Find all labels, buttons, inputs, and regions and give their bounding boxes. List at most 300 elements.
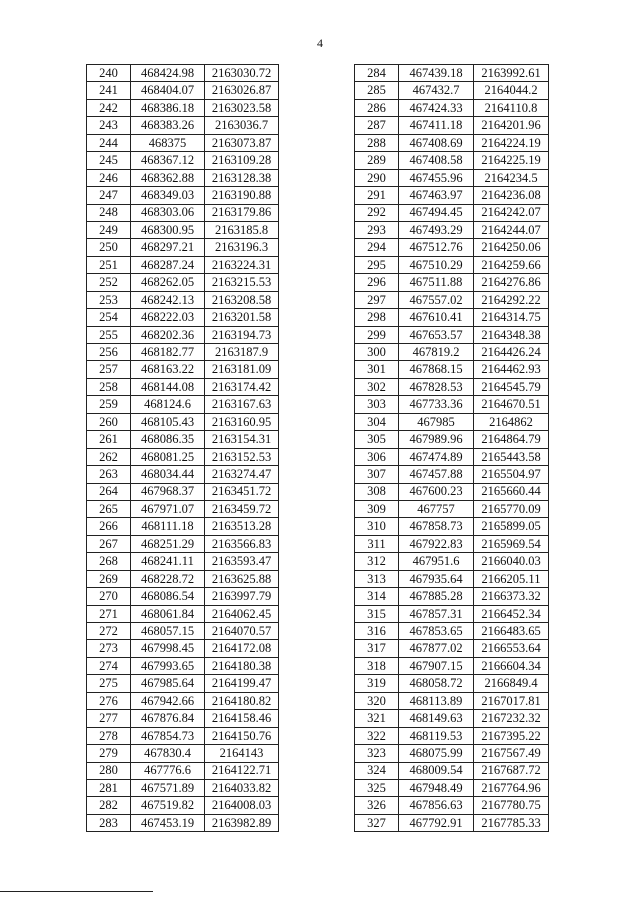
x-coordinate-cell: 467453.19 [131,814,205,831]
coordinates-table-right [354,64,549,832]
table-row [87,745,279,762]
x-coordinate-cell: 467968.37 [131,483,205,500]
table-row [87,466,279,483]
table-row [87,134,279,151]
point-number-cell: 308 [355,483,399,500]
x-coordinate-cell: 468086.35 [131,431,205,448]
y-coordinate-cell: 2164276.86 [474,274,549,291]
table-row [355,779,549,796]
table-row [355,187,549,204]
x-coordinate-cell: 468424.98 [131,65,205,82]
table-row [355,727,549,744]
point-number-cell: 245 [87,152,131,169]
table-row [355,309,549,326]
x-coordinate-cell: 467951.6 [399,553,474,570]
x-coordinate-cell: 468404.07 [131,82,205,99]
y-coordinate-cell: 2167687.72 [474,762,549,779]
y-coordinate-cell: 2163201.58 [205,309,279,326]
x-coordinate-cell: 467411.18 [399,117,474,134]
table-row [87,483,279,500]
table-row [87,640,279,657]
table-row [355,204,549,221]
table-row [355,710,549,727]
table-row [87,727,279,744]
y-coordinate-cell: 2163513.28 [205,518,279,535]
table-row [355,99,549,116]
y-coordinate-cell: 2164426.24 [474,344,549,361]
table-row [355,152,549,169]
point-number-cell: 263 [87,466,131,483]
table-row [355,448,549,465]
point-number-cell: 299 [355,326,399,343]
point-number-cell: 286 [355,99,399,116]
y-coordinate-cell: 2164236.08 [474,187,549,204]
point-number-cell: 314 [355,588,399,605]
point-number-cell: 318 [355,657,399,674]
x-coordinate-cell: 467610.41 [399,309,474,326]
table-row [355,623,549,640]
table-row [87,274,279,291]
y-coordinate-cell: 2163073.87 [205,134,279,151]
x-coordinate-cell: 468241.11 [131,553,205,570]
x-coordinate-cell: 468349.03 [131,187,205,204]
table-row [87,239,279,256]
point-number-cell: 297 [355,291,399,308]
y-coordinate-cell: 2164314.75 [474,309,549,326]
table-row [355,169,549,186]
table-row [355,413,549,430]
point-number-cell: 324 [355,762,399,779]
point-number-cell: 247 [87,187,131,204]
x-coordinate-cell: 467439.18 [399,65,474,82]
y-coordinate-cell: 2163152.53 [205,448,279,465]
point-number-cell: 282 [87,797,131,814]
x-coordinate-cell: 467571.89 [131,779,205,796]
point-number-cell: 280 [87,762,131,779]
y-coordinate-cell: 2163997.79 [205,588,279,605]
x-coordinate-cell: 468113.89 [399,692,474,709]
y-coordinate-cell: 2164008.03 [205,797,279,814]
point-number-cell: 294 [355,239,399,256]
y-coordinate-cell: 2166483.65 [474,623,549,640]
table-row [87,204,279,221]
table-row [87,623,279,640]
y-coordinate-cell: 2166205.11 [474,570,549,587]
point-number-cell: 264 [87,483,131,500]
point-number-cell: 316 [355,623,399,640]
point-number-cell: 287 [355,117,399,134]
point-number-cell: 296 [355,274,399,291]
table-row [355,483,549,500]
y-coordinate-cell: 2164462.93 [474,361,549,378]
x-coordinate-cell: 467985.64 [131,675,205,692]
y-coordinate-cell: 2167395.22 [474,727,549,744]
table-row [355,570,549,587]
point-number-cell: 244 [87,134,131,151]
table-row [87,396,279,413]
table-row [355,535,549,552]
table-row [87,779,279,796]
x-coordinate-cell: 467776.6 [131,762,205,779]
point-number-cell: 249 [87,221,131,238]
point-number-cell: 327 [355,814,399,831]
point-number-cell: 276 [87,692,131,709]
y-coordinate-cell: 2164062.45 [205,605,279,622]
point-number-cell: 260 [87,413,131,430]
y-coordinate-cell: 2163625.88 [205,570,279,587]
x-coordinate-cell: 467857.31 [399,605,474,622]
table-row [355,745,549,762]
x-coordinate-cell: 468375 [131,134,205,151]
x-coordinate-cell: 468081.25 [131,448,205,465]
y-coordinate-cell: 2164242.07 [474,204,549,221]
x-coordinate-cell: 468251.29 [131,535,205,552]
point-number-cell: 309 [355,500,399,517]
y-coordinate-cell: 2164348.38 [474,326,549,343]
y-coordinate-cell: 2164292.22 [474,291,549,308]
point-number-cell: 319 [355,675,399,692]
table-row [355,466,549,483]
point-number-cell: 251 [87,256,131,273]
table-row [355,65,549,82]
x-coordinate-cell: 467474.89 [399,448,474,465]
point-number-cell: 292 [355,204,399,221]
y-coordinate-cell: 2164180.38 [205,657,279,674]
point-number-cell: 325 [355,779,399,796]
x-coordinate-cell: 468163.22 [131,361,205,378]
y-coordinate-cell: 2164070.57 [205,623,279,640]
point-number-cell: 326 [355,797,399,814]
point-number-cell: 311 [355,535,399,552]
table-row [355,500,549,517]
point-number-cell: 259 [87,396,131,413]
point-number-cell: 240 [87,65,131,82]
y-coordinate-cell: 2163160.95 [205,413,279,430]
point-number-cell: 304 [355,413,399,430]
x-coordinate-cell: 467408.58 [399,152,474,169]
x-coordinate-cell: 468287.24 [131,256,205,273]
point-number-cell: 275 [87,675,131,692]
y-coordinate-cell: 2164110.8 [474,99,549,116]
x-coordinate-cell: 468009.54 [399,762,474,779]
y-coordinate-cell: 2164234.5 [474,169,549,186]
table-row [87,169,279,186]
table-row [355,221,549,238]
x-coordinate-cell: 468144.08 [131,378,205,395]
point-number-cell: 252 [87,274,131,291]
point-number-cell: 306 [355,448,399,465]
coordinates-table-left [86,64,279,832]
point-number-cell: 258 [87,378,131,395]
x-coordinate-cell: 468362.88 [131,169,205,186]
table-row [87,762,279,779]
point-number-cell: 266 [87,518,131,535]
y-coordinate-cell: 2163174.42 [205,378,279,395]
y-coordinate-cell: 2167017.81 [474,692,549,709]
y-coordinate-cell: 2165770.09 [474,500,549,517]
point-number-cell: 243 [87,117,131,134]
x-coordinate-cell: 468105.43 [131,413,205,430]
table-row [87,187,279,204]
x-coordinate-cell: 468383.26 [131,117,205,134]
x-coordinate-cell: 468222.03 [131,309,205,326]
x-coordinate-cell: 468058.72 [399,675,474,692]
point-number-cell: 281 [87,779,131,796]
y-coordinate-cell: 2164150.76 [205,727,279,744]
point-number-cell: 246 [87,169,131,186]
y-coordinate-cell: 2164201.96 [474,117,549,134]
x-coordinate-cell: 468202.36 [131,326,205,343]
y-coordinate-cell: 2166604.34 [474,657,549,674]
x-coordinate-cell: 467733.36 [399,396,474,413]
x-coordinate-cell: 468075.99 [399,745,474,762]
point-number-cell: 270 [87,588,131,605]
point-number-cell: 302 [355,378,399,395]
x-coordinate-cell: 467922.83 [399,535,474,552]
point-number-cell: 253 [87,291,131,308]
y-coordinate-cell: 2164122.71 [205,762,279,779]
y-coordinate-cell: 2167785.33 [474,814,549,831]
x-coordinate-cell: 467989.96 [399,431,474,448]
y-coordinate-cell: 2163154.31 [205,431,279,448]
point-number-cell: 303 [355,396,399,413]
x-coordinate-cell: 467876.84 [131,710,205,727]
table-row [355,657,549,674]
table-row [87,326,279,343]
x-coordinate-cell: 468367.12 [131,152,205,169]
x-coordinate-cell: 467856.63 [399,797,474,814]
table-row [87,309,279,326]
y-coordinate-cell: 2164224.19 [474,134,549,151]
point-number-cell: 298 [355,309,399,326]
table-row [355,361,549,378]
point-number-cell: 261 [87,431,131,448]
y-coordinate-cell: 2163451.72 [205,483,279,500]
point-number-cell: 241 [87,82,131,99]
y-coordinate-cell: 2166849.4 [474,675,549,692]
y-coordinate-cell: 2163030.72 [205,65,279,82]
x-coordinate-cell: 467424.33 [399,99,474,116]
point-number-cell: 277 [87,710,131,727]
y-coordinate-cell: 2163459.72 [205,500,279,517]
table-row [87,605,279,622]
table-row [87,378,279,395]
x-coordinate-cell: 467971.07 [131,500,205,517]
point-number-cell: 301 [355,361,399,378]
table-row [355,82,549,99]
footnote-rule [0,891,153,892]
y-coordinate-cell: 2163187.9 [205,344,279,361]
y-coordinate-cell: 2163036.7 [205,117,279,134]
x-coordinate-cell: 467457.88 [399,466,474,483]
point-number-cell: 278 [87,727,131,744]
table-row [87,448,279,465]
table-row [87,152,279,169]
point-number-cell: 300 [355,344,399,361]
x-coordinate-cell: 467877.02 [399,640,474,657]
x-coordinate-cell: 467494.45 [399,204,474,221]
table-row [87,692,279,709]
x-coordinate-cell: 467512.76 [399,239,474,256]
point-number-cell: 305 [355,431,399,448]
y-coordinate-cell: 2165443.58 [474,448,549,465]
table-row [87,553,279,570]
y-coordinate-cell: 2163566.83 [205,535,279,552]
y-coordinate-cell: 2165660.44 [474,483,549,500]
y-coordinate-cell: 2166040.03 [474,553,549,570]
point-number-cell: 254 [87,309,131,326]
y-coordinate-cell: 2166452.34 [474,605,549,622]
y-coordinate-cell: 2163181.09 [205,361,279,378]
x-coordinate-cell: 467935.64 [399,570,474,587]
y-coordinate-cell: 2166373.32 [474,588,549,605]
table-row [87,117,279,134]
x-coordinate-cell: 468119.53 [399,727,474,744]
table-row [87,82,279,99]
x-coordinate-cell: 468061.84 [131,605,205,622]
y-coordinate-cell: 2164172.08 [205,640,279,657]
y-coordinate-cell: 2164259.66 [474,256,549,273]
x-coordinate-cell: 467493.29 [399,221,474,238]
point-number-cell: 269 [87,570,131,587]
table-row [355,675,549,692]
y-coordinate-cell: 2163982.89 [205,814,279,831]
y-coordinate-cell: 2164862 [474,413,549,430]
table-row [87,221,279,238]
x-coordinate-cell: 467600.23 [399,483,474,500]
y-coordinate-cell: 2163026.87 [205,82,279,99]
table-row [87,361,279,378]
y-coordinate-cell: 2167232.32 [474,710,549,727]
point-number-cell: 290 [355,169,399,186]
x-coordinate-cell: 468297.21 [131,239,205,256]
point-number-cell: 315 [355,605,399,622]
point-number-cell: 284 [355,65,399,82]
x-coordinate-cell: 468124.6 [131,396,205,413]
x-coordinate-cell: 468149.63 [399,710,474,727]
x-coordinate-cell: 467998.45 [131,640,205,657]
point-number-cell: 310 [355,518,399,535]
point-number-cell: 288 [355,134,399,151]
point-number-cell: 267 [87,535,131,552]
table-row [355,256,549,273]
table-row [355,274,549,291]
table-row [355,431,549,448]
y-coordinate-cell: 2163196.3 [205,239,279,256]
x-coordinate-cell: 467828.53 [399,378,474,395]
y-coordinate-cell: 2163167.63 [205,396,279,413]
x-coordinate-cell: 467985 [399,413,474,430]
x-coordinate-cell: 467757 [399,500,474,517]
table-row [355,326,549,343]
table-row [355,134,549,151]
x-coordinate-cell: 467830.4 [131,745,205,762]
x-coordinate-cell: 467455.96 [399,169,474,186]
y-coordinate-cell: 2164864.79 [474,431,549,448]
x-coordinate-cell: 468262.05 [131,274,205,291]
x-coordinate-cell: 467432.7 [399,82,474,99]
y-coordinate-cell: 2167764.96 [474,779,549,796]
x-coordinate-cell: 467853.65 [399,623,474,640]
page-number: 4 [317,36,323,50]
y-coordinate-cell: 2163992.61 [474,65,549,82]
x-coordinate-cell: 468057.15 [131,623,205,640]
x-coordinate-cell: 467408.69 [399,134,474,151]
x-coordinate-cell: 467942.66 [131,692,205,709]
table-row [87,500,279,517]
y-coordinate-cell: 2163109.28 [205,152,279,169]
table-row [87,99,279,116]
point-number-cell: 322 [355,727,399,744]
y-coordinate-cell: 2164033.82 [205,779,279,796]
y-coordinate-cell: 2164180.82 [205,692,279,709]
x-coordinate-cell: 468300.95 [131,221,205,238]
point-number-cell: 313 [355,570,399,587]
y-coordinate-cell: 2164199.47 [205,675,279,692]
table-row [87,256,279,273]
y-coordinate-cell: 2163190.88 [205,187,279,204]
point-number-cell: 293 [355,221,399,238]
point-number-cell: 265 [87,500,131,517]
table-row [355,692,549,709]
point-number-cell: 268 [87,553,131,570]
point-number-cell: 317 [355,640,399,657]
table-row [355,117,549,134]
table-row [87,291,279,308]
table-row [87,344,279,361]
x-coordinate-cell: 467819.2 [399,344,474,361]
x-coordinate-cell: 467653.57 [399,326,474,343]
y-coordinate-cell: 2163215.53 [205,274,279,291]
y-coordinate-cell: 2165504.97 [474,466,549,483]
table-row [87,675,279,692]
x-coordinate-cell: 467948.49 [399,779,474,796]
y-coordinate-cell: 2163194.73 [205,326,279,343]
point-number-cell: 256 [87,344,131,361]
table-body-left [87,65,279,832]
x-coordinate-cell: 468303.06 [131,204,205,221]
point-number-cell: 273 [87,640,131,657]
table-row [87,570,279,587]
point-number-cell: 248 [87,204,131,221]
point-number-cell: 279 [87,745,131,762]
x-coordinate-cell: 468034.44 [131,466,205,483]
x-coordinate-cell: 467868.15 [399,361,474,378]
y-coordinate-cell: 2164143 [205,745,279,762]
y-coordinate-cell: 2163023.58 [205,99,279,116]
table-row [355,553,549,570]
x-coordinate-cell: 468386.18 [131,99,205,116]
point-number-cell: 291 [355,187,399,204]
table-row [87,518,279,535]
y-coordinate-cell: 2167780.75 [474,797,549,814]
point-number-cell: 289 [355,152,399,169]
table-row [355,291,549,308]
y-coordinate-cell: 2167567.49 [474,745,549,762]
y-coordinate-cell: 2164225.19 [474,152,549,169]
point-number-cell: 320 [355,692,399,709]
table-row [355,239,549,256]
y-coordinate-cell: 2163185.8 [205,221,279,238]
x-coordinate-cell: 467907.15 [399,657,474,674]
x-coordinate-cell: 467858.73 [399,518,474,535]
x-coordinate-cell: 467519.82 [131,797,205,814]
table-row [355,378,549,395]
y-coordinate-cell: 2163274.47 [205,466,279,483]
table-row [355,797,549,814]
table-row [355,814,549,831]
x-coordinate-cell: 468242.13 [131,291,205,308]
